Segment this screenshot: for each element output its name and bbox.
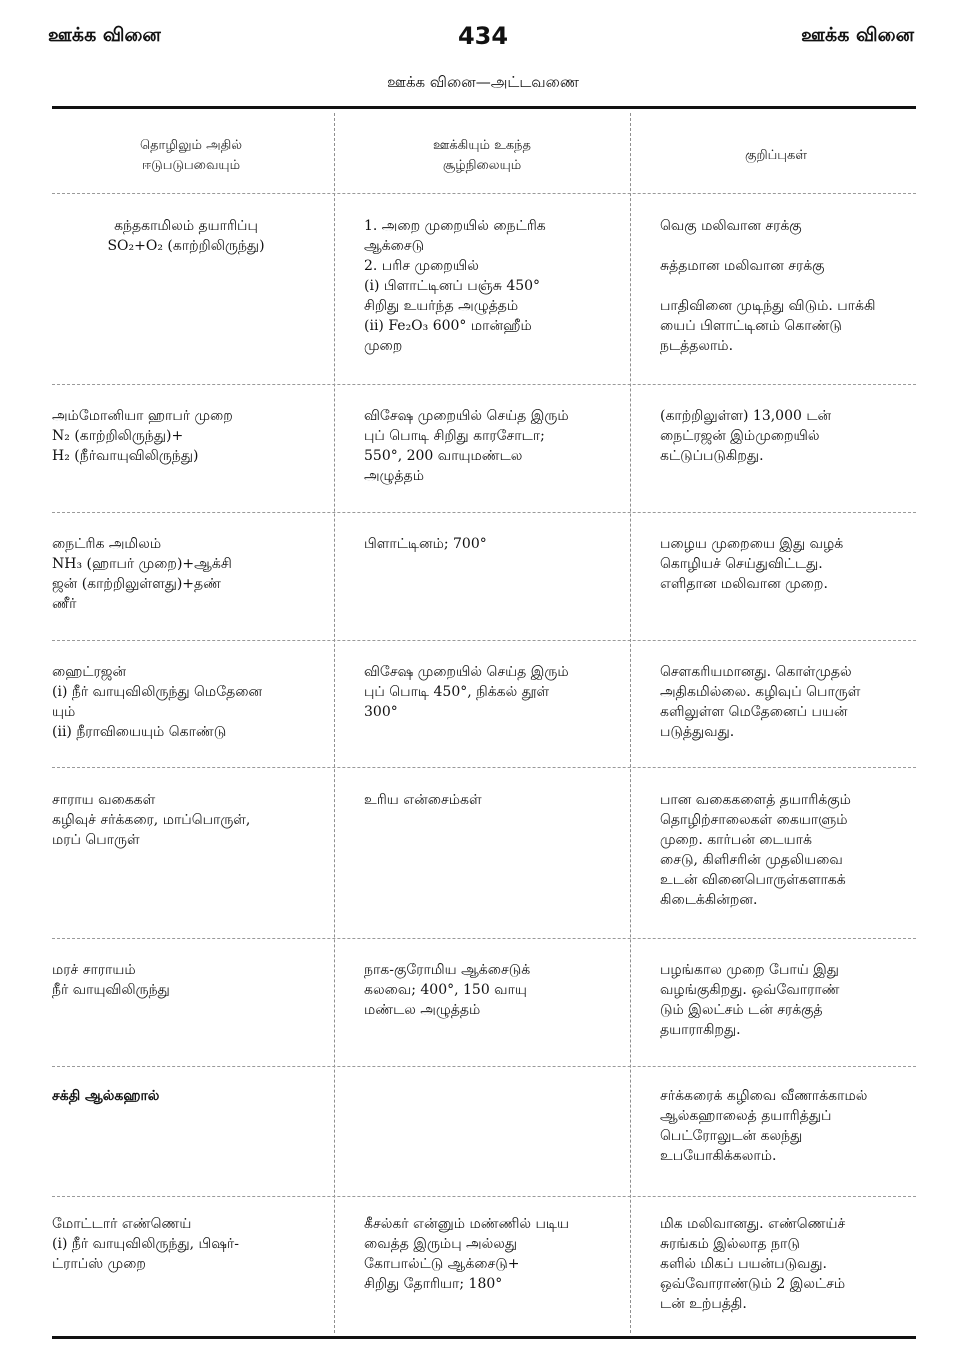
table-row-6-catalyst: நாக-குரோமிய ஆக்சைடுக் கலவை; 400°, 150 வாயு மண்டல அழுத்தம் (364, 962, 531, 1018)
page-number: 434 (457, 22, 509, 50)
table-top-rule (52, 106, 916, 109)
table-row-4-industry: ஹைட்ரஜன் (i) நீர் வாயுவிலிருந்து மெதேனை யும் (ii) நீராவியையும் கொண்டு (52, 664, 263, 740)
row-separator (52, 512, 916, 513)
row-separator (52, 640, 916, 641)
running-title-right: ஊக்க வினை (801, 24, 914, 46)
table-row-7-industry: சக்தி ஆல்கஹால் (52, 1088, 160, 1104)
table-row-7-notes: சர்க்கரைக் கழிவை வீணாக்காமல் ஆல்கஹாலைத் தயாரித்துப் பெட்ரோலுடன் கலந்து உபயோகிக்கலாம். (660, 1088, 868, 1164)
column-header-catalyst-text: ஊக்கியும் உகந்த சூழ்நிலையும் (433, 138, 531, 173)
header-separator (52, 193, 916, 194)
table-row-3-catalyst: பிளாட்டினம்; 700° (364, 536, 487, 552)
table-row-8-notes: மிக மலிவானது. எண்ணெய்ச் சுரங்கம் இல்லாத நாடு களில் மிகப் பயன்படுவது. ஒவ்வோராண்டும் 2 இலட்சம் டன் உற்பத்தி. (660, 1216, 846, 1312)
table-row-2-notes: (காற்றிலுள்ள) 13,000 டன் நைட்ரஜன் இம்முறையில் கட்டுப்படுகிறது. (660, 408, 832, 464)
row-separator (52, 1196, 916, 1197)
table-row-6-notes: பழங்கால முறை போய் இது வழங்குகிறது. ஒவ்வோராண் டும் இலட்சம் டன் சரக்குத் தயாராகிறது. (660, 962, 840, 1038)
table-row-5-notes: பான வகைகளைத் தயாரிக்கும் தொழிற்சாலைகள் கையாளும் முறை. கார்பன் டையாக் சைடு, கிளிசரின் முதலியவை உடன் வினைபொருள்களாகக் கிடைக்கின்றன. (660, 792, 851, 908)
table-row-1-catalyst: 1. அறை முறையில் நைட்ரிக ஆக்சைடு 2. பரிச முறையில் (i) பிளாட்டினப் பஞ்சு 450° சிறிது உயர்ந்த அழுத்தம் (ii) Fe₂O₃ 600° மான்ஹீம் முறை (364, 218, 546, 354)
row-separator (52, 938, 916, 939)
table-row-2-catalyst: விசேஷ முறையில் செய்த இரும் புப் பொடி சிறிது காரசோடா; 550°, 200 வாயுமண்டல அழுத்தம் (364, 408, 569, 484)
table-row-4-notes: சௌகரியமானது. கொள்முதல் அதிகமில்லை. கழிவுப் பொருள் களிலுள்ள மெதேனைப் பயன் படுத்துவது. (660, 664, 861, 740)
column-header-industry (60, 136, 322, 176)
column-header-notes (636, 146, 916, 166)
table-title: ஊக்க வினை—அட்டவணை (387, 73, 579, 91)
table-row-2-industry: அம்மோனியா ஹாபர் முறை N₂ (காற்றிலிருந்து)+ H₂ (நீர்வாயுவிலிருந்து) (52, 408, 233, 464)
table-row-8-catalyst: கீசல்கர் என்னும் மண்ணில் படிய வைத்த இரும்பு அல்லது கோபால்ட்டு ஆக்சைடு+ சிறிது தோரியா; 180° (364, 1216, 570, 1292)
column-header-industry-text: தொழிலும் அதில் ஈடுபடுபவையும் (139, 138, 243, 173)
running-title-left: ஊக்க வினை (48, 24, 161, 46)
table-row-1-industry: கந்தகாமிலம் தயாரிப்பு SO₂+O₂ (காற்றிலிருந்து) (107, 218, 265, 254)
table-row-3-notes: பழைய முறையை இது வழக் கொழியச் செய்துவிட்டது. எளிதான மலிவான முறை. (660, 536, 844, 592)
page-header (0, 22, 966, 56)
column-header-notes-text: குறிப்புகள் (744, 148, 808, 163)
table-row-3-industry: நைட்ரிக அமிலம் NH₃ (ஹாபர் முறை)+ஆக்சி ஜன் (காற்றிலுள்ளது)+தண் ணீர் (52, 536, 232, 612)
row-separator (52, 1066, 916, 1067)
table-row-1-notes: வெகு மலிவான சரக்கு சுத்தமான மலிவான சரக்கு பாதிவினை முடிந்து விடும். பாக்கி யைப் பிளாட்டினம் கொண்டு நடத்தலாம். (660, 218, 876, 354)
row-separator (52, 384, 916, 385)
column-divider-1 (334, 113, 335, 1333)
table-row-8-industry: மோட்டார் எண்ணெய் (i) நீர் வாயுவிலிருந்து, பிஷர்- ட்ராப்ஸ் முறை (52, 1216, 239, 1272)
table-row-5-catalyst: உரிய என்சைம்கள் (364, 792, 482, 808)
table-row-5-industry: சாராய வகைகள் கழிவுச் சர்க்கரை, மாப்பொருள், மரப் பொருள் (52, 792, 251, 848)
table-row-6-industry: மரச் சாராயம் நீர் வாயுவிலிருந்து (52, 962, 170, 998)
row-separator (52, 767, 916, 768)
column-divider-2 (630, 113, 631, 1333)
column-header-catalyst (340, 136, 624, 176)
table-bottom-rule (52, 1336, 916, 1339)
table-row-4-catalyst: விசேஷ முறையில் செய்த இரும் புப் பொடி 450°, நிக்கல் தூள் 300° (364, 664, 569, 720)
